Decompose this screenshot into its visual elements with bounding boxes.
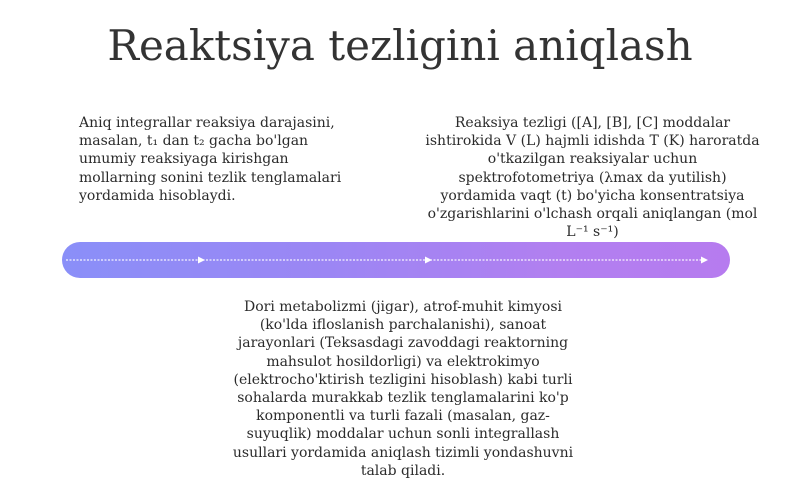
text-block-left: Aniq integrallar reaksiya darajasini, masalan, t₁ dan t₂ gacha bo'lgan umumiy reaksiyaga kirishgan mollarning sonini tezlik tenglamalari yordamida hisoblaydi. [79, 115, 342, 204]
arrow-right-icon [425, 257, 432, 264]
arrow-right-icon [701, 257, 708, 264]
timeline-bar [62, 242, 730, 278]
text-block-bottom: Dori metabolizmi (jigar), atrof-muhit kimyosi (ko'lda ifloslanish parchalanishi), sanoat jarayonlari (Teksasdagi zavoddagi reaktorning mahsulot hosildorligi) va elektrokimyo (elektrocho'ktirish tezligini hisoblash) kabi turli sohalarda murakkab tezlik tenglamalarini ko'p komponentli va turli fazali (masalan, gaz-suyuqlik) moddalar uchun sonli integrallash usullari yordamida aniqlash tizimli yondashuvni talab qiladi. [232, 299, 574, 479]
page-title: Reaktsiya tezligini aniqlash [107, 21, 693, 70]
timeline-arrows [62, 242, 730, 278]
arrow-right-icon [198, 257, 205, 264]
text-block-right: Reaksiya tezligi ([A], [B], [C] moddalar ishtirokida V (L) hajmli idishda T (K) haroratda o'tkazilgan reaksiyalar uchun spektrofotometriya (λmax da yutilish) yordamida vaqt (t) bo'yicha konsentratsiya o'zgarishlarini o'lchash orqali aniqlangan (mol L⁻¹ s⁻¹) [425, 115, 760, 241]
